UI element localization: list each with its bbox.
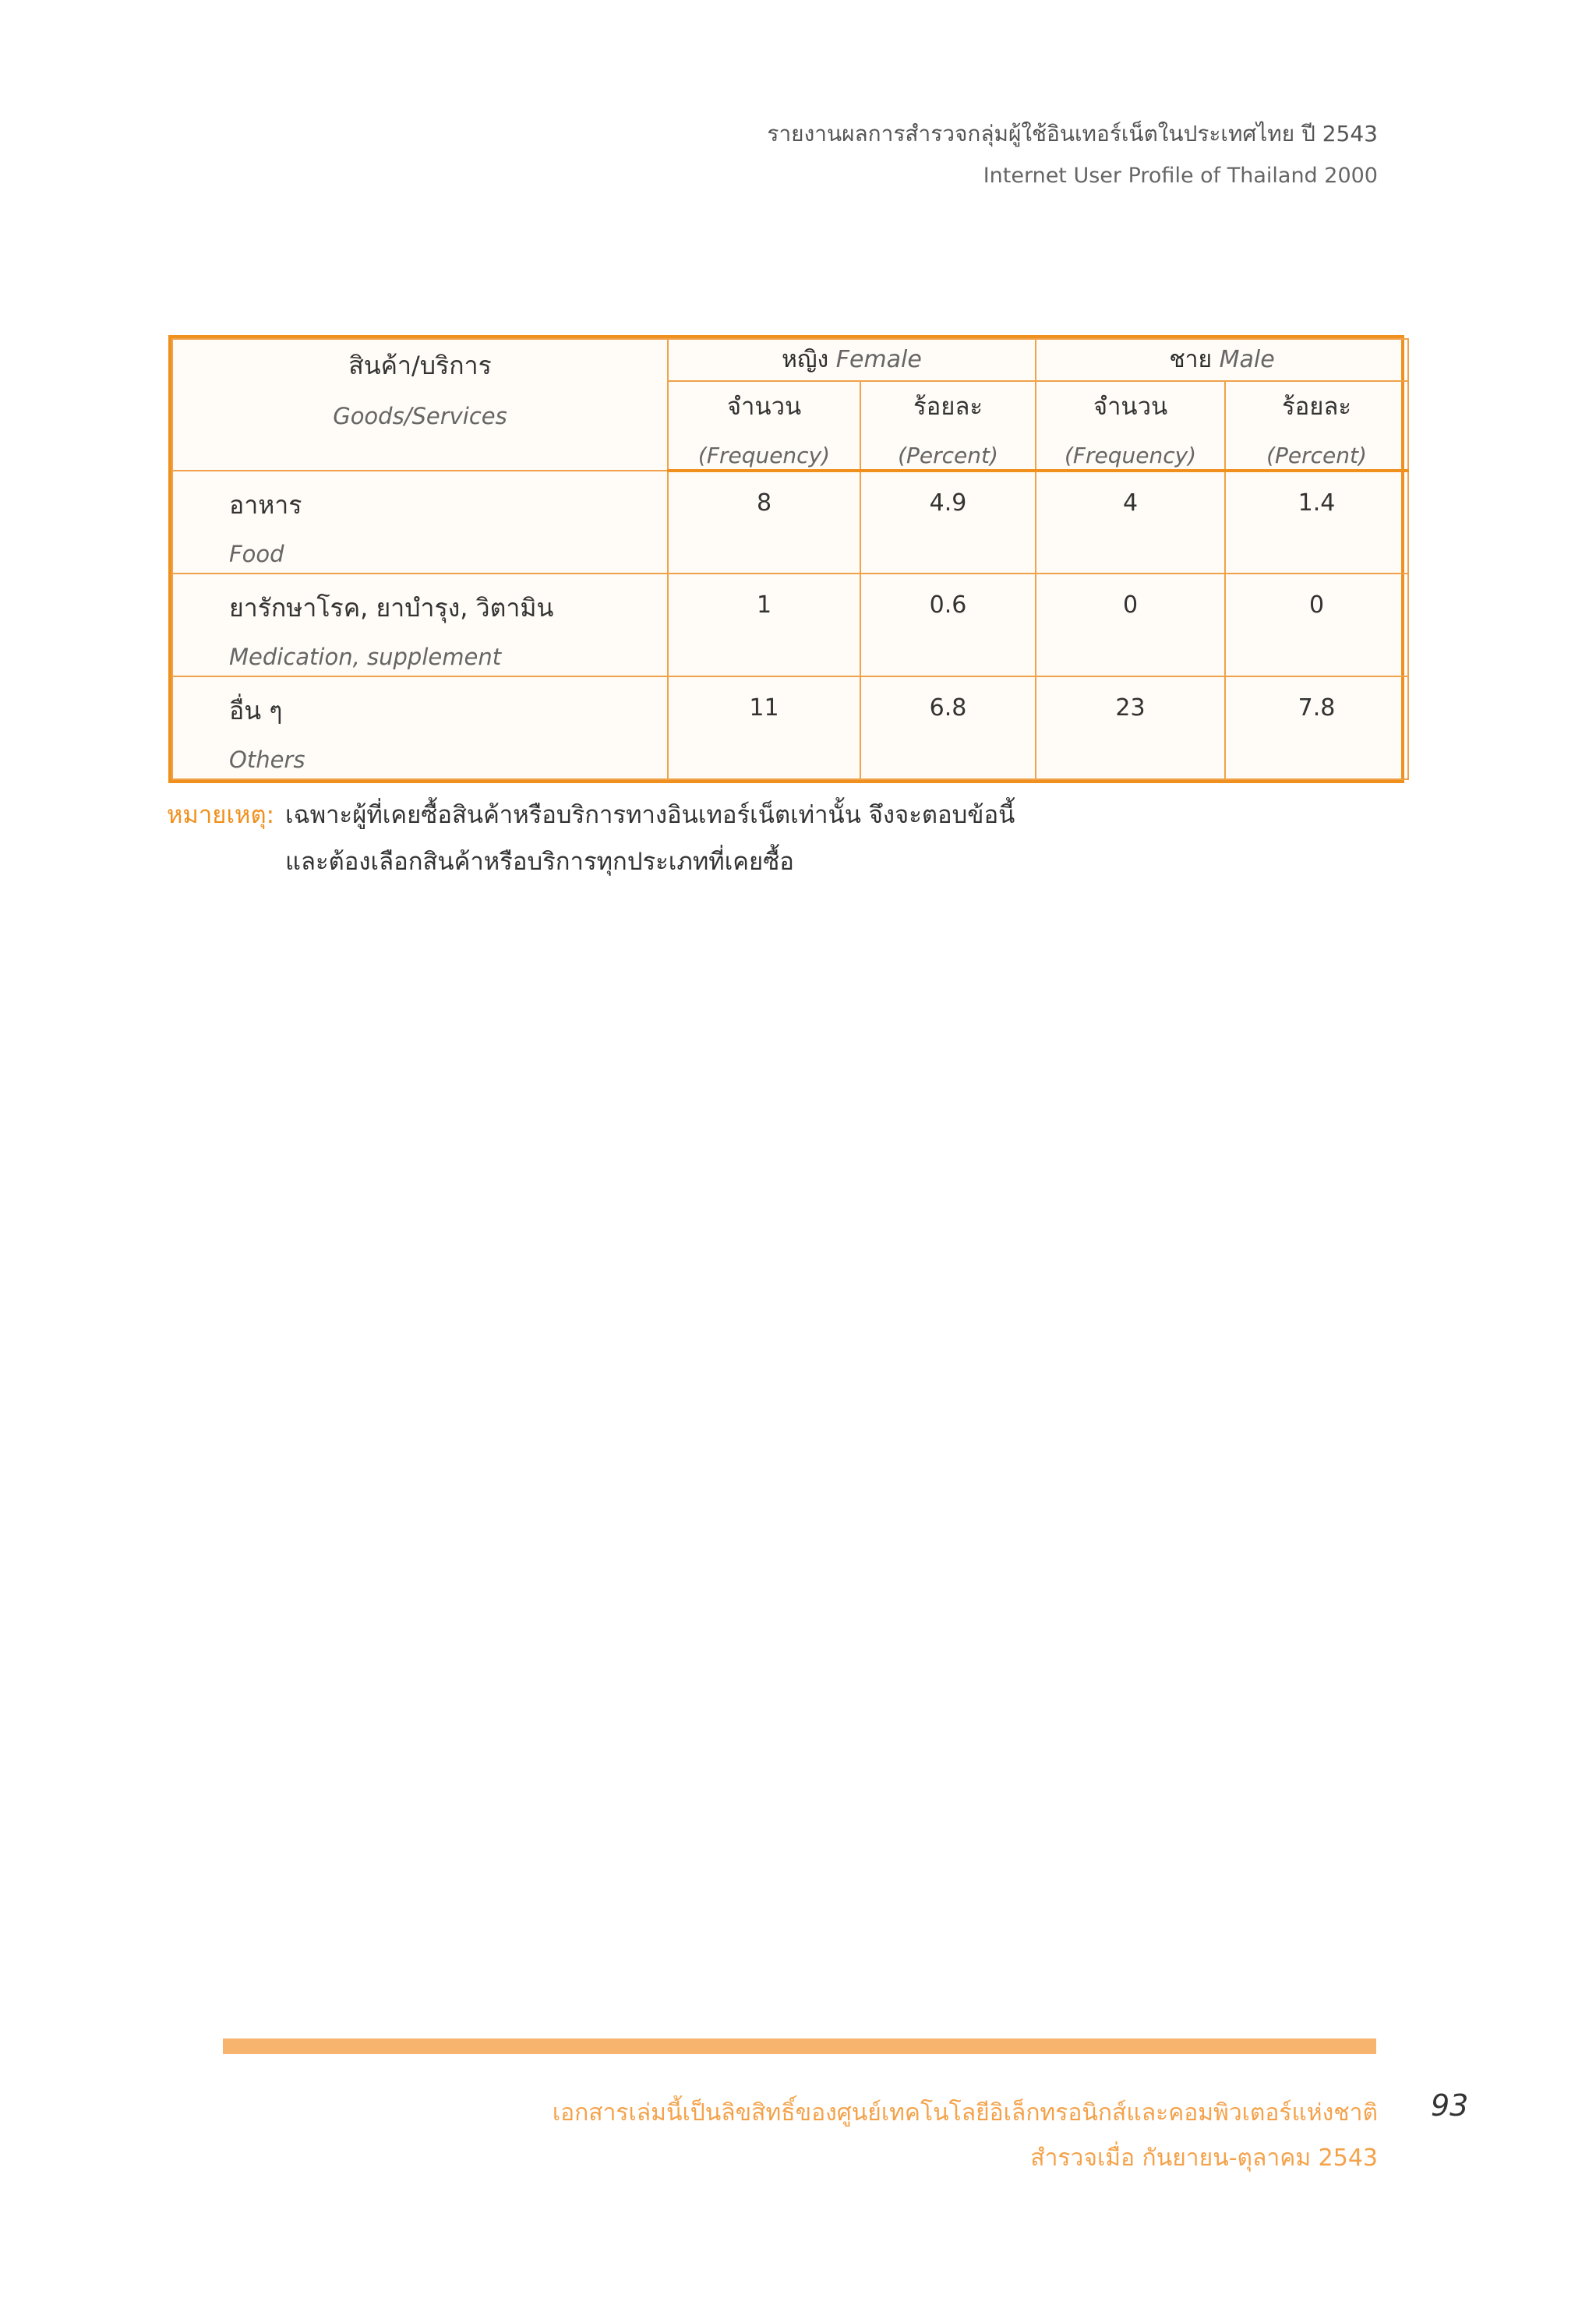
percent-label-th: ร้อยละ bbox=[913, 393, 983, 421]
cell-value: 1 bbox=[756, 591, 772, 619]
row-label-th: อื่น ๆ bbox=[229, 696, 283, 725]
cell-value: 0.6 bbox=[929, 591, 967, 619]
footer-copyright: เอกสารเล่มนี้เป็นลิขสิทธิ์ของศูนย์เทคโนโลยีอิเล็กทรอนิกส์และคอมพิวเตอร์แห่งชาติ bbox=[552, 2099, 1378, 2127]
note-line-2: และต้องเลือกสินค้าหรือบริการทุกประเภทที่เคยซื้อ bbox=[285, 848, 794, 876]
female-percent-cell bbox=[860, 574, 1036, 676]
frequency-label-th: จำนวน bbox=[1093, 393, 1168, 421]
row-label bbox=[172, 574, 668, 676]
frequency-label-en: (Frequency) bbox=[697, 443, 831, 468]
report-title-thai: รายงานผลการสำรวจกลุ่มผู้ใช้อินเทอร์เน็ตในประเทศไทย ปี 2543 bbox=[767, 121, 1378, 146]
female-frequency-cell bbox=[668, 471, 860, 574]
cell-value: 0 bbox=[1122, 591, 1139, 619]
female-frequency-cell bbox=[668, 676, 860, 779]
header-female-frequency bbox=[668, 381, 860, 471]
row-label-th: อาหาร bbox=[229, 490, 302, 520]
report-title-english: Internet User Profile of Thailand 2000 bbox=[983, 164, 1378, 188]
header-goods-th: สินค้า/บริการ bbox=[348, 351, 492, 380]
header-male-th: ชาย bbox=[1169, 346, 1213, 373]
percent-label-th: ร้อยละ bbox=[1281, 393, 1352, 421]
cell-value: 1.4 bbox=[1298, 489, 1336, 517]
cell-value: 4 bbox=[1122, 489, 1139, 517]
footer-survey-date: สำรวจเมื่อ กันยายน-ตุลาคม 2543 bbox=[1030, 2144, 1378, 2172]
male-percent-cell bbox=[1225, 676, 1408, 779]
female-percent-cell bbox=[860, 676, 1036, 779]
male-frequency-cell bbox=[1036, 676, 1225, 779]
row-label-en: Medication, supplement bbox=[229, 644, 502, 670]
cell-value: 0 bbox=[1308, 591, 1325, 619]
table-row bbox=[172, 471, 1408, 574]
row-label-en: Others bbox=[229, 747, 305, 773]
cell-value: 11 bbox=[749, 694, 779, 722]
male-frequency-cell bbox=[1036, 471, 1225, 574]
goods-services-table bbox=[168, 335, 1404, 783]
header-female-th: หญิง bbox=[782, 346, 829, 373]
header-female bbox=[668, 339, 1036, 381]
header-goods-services bbox=[172, 339, 668, 471]
row-label-en: Food bbox=[229, 541, 284, 567]
header-male bbox=[1036, 339, 1408, 381]
cell-value: 6.8 bbox=[929, 694, 967, 722]
cell-value: 23 bbox=[1115, 694, 1146, 722]
frequency-label-th: จำนวน bbox=[726, 393, 802, 421]
row-label bbox=[172, 471, 668, 574]
header-female-percent bbox=[860, 381, 1036, 471]
table-row bbox=[172, 676, 1408, 779]
table-row bbox=[172, 574, 1408, 676]
female-percent-cell bbox=[860, 471, 1036, 574]
row-label bbox=[172, 676, 668, 779]
page-number: 93 bbox=[1431, 2088, 1469, 2123]
header-female-en: Female bbox=[835, 346, 922, 373]
male-percent-cell bbox=[1225, 574, 1408, 676]
header-male-percent bbox=[1225, 381, 1408, 471]
percent-label-en: (Percent) bbox=[1266, 443, 1367, 468]
footer-divider bbox=[223, 2038, 1376, 2054]
cell-value: 8 bbox=[756, 489, 772, 517]
frequency-label-en: (Frequency) bbox=[1064, 443, 1197, 468]
cell-value: 4.9 bbox=[929, 489, 967, 517]
note-label: หมายเหตุ: bbox=[167, 801, 275, 829]
table-note bbox=[167, 792, 1015, 885]
row-label-th: ยารักษาโรค, ยาบำรุง, วิตามิน bbox=[229, 593, 554, 623]
male-percent-cell bbox=[1225, 471, 1408, 574]
male-frequency-cell bbox=[1036, 574, 1225, 676]
female-frequency-cell bbox=[668, 574, 860, 676]
header-goods-en: Goods/Services bbox=[333, 403, 507, 429]
percent-label-en: (Percent) bbox=[898, 443, 998, 468]
header-male-frequency bbox=[1036, 381, 1225, 471]
note-line-1: เฉพาะผู้ที่เคยซื้อสินค้าหรือบริการทางอินเทอร์เน็ตเท่านั้น จึงจะตอบข้อนี้ bbox=[285, 801, 1015, 829]
header-male-en: Male bbox=[1219, 346, 1275, 373]
cell-value: 7.8 bbox=[1298, 694, 1336, 722]
